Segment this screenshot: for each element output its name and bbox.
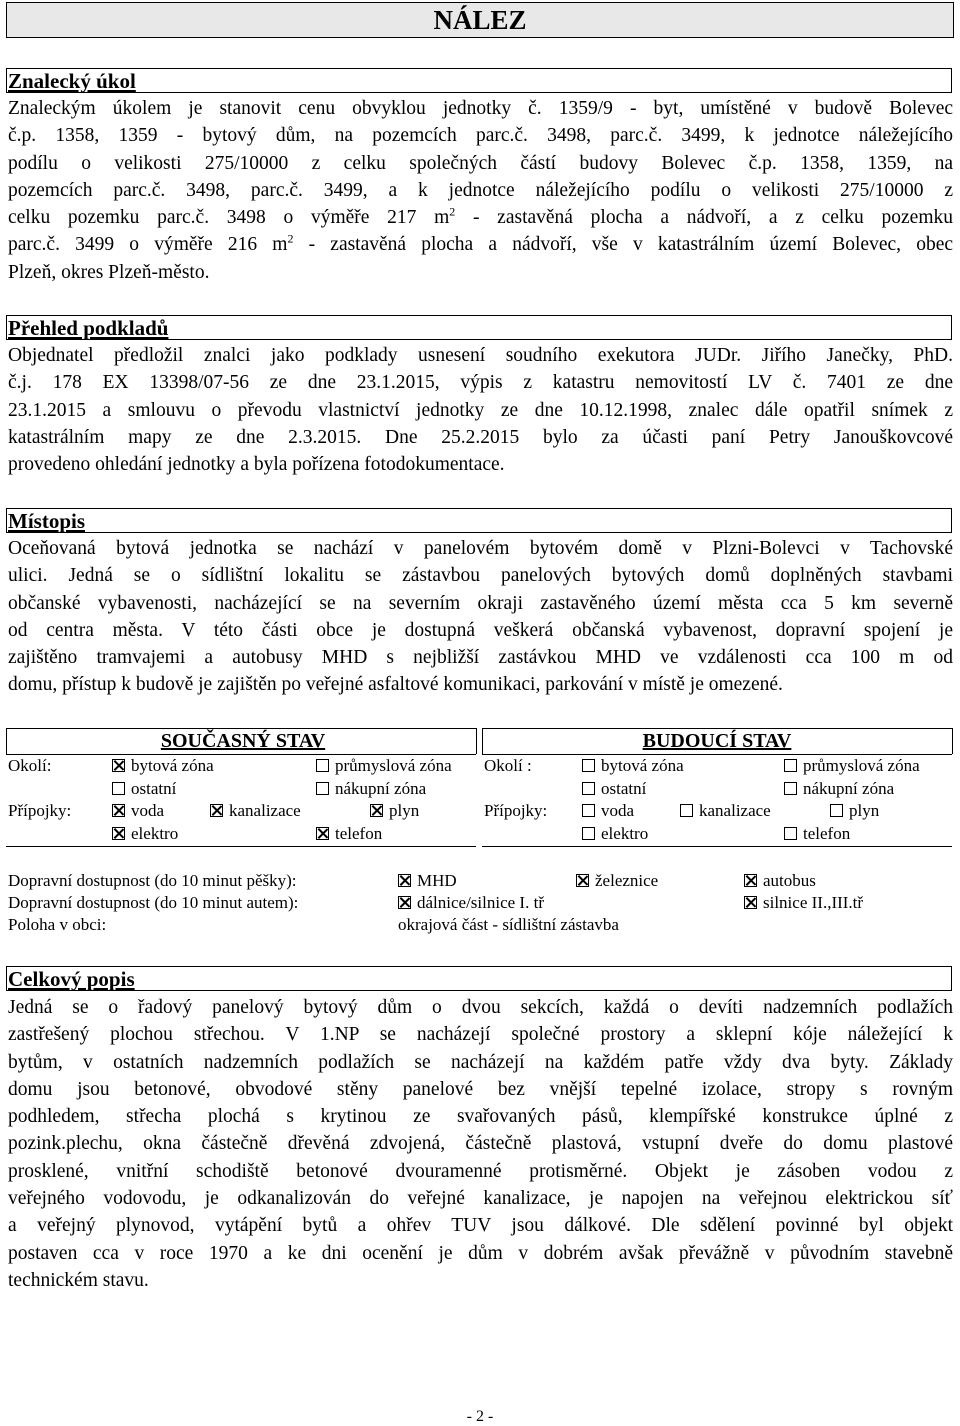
text-line: 23.1.2015 a smlouvu o převodu vlastnictví jednotky ze dne 10.12.1998, znalec dále opatřil snímek z — [8, 399, 953, 421]
table-border — [6, 754, 476, 755]
text-line: pozemcích parc.č. 3498, parc.č. 3499, a k jednotce náležejícího podílu o velikosti 275/10000 z — [8, 179, 953, 201]
text-line: Jedná se o řadový panelový bytový dům o dvou sekcích, každá o devíti nadzemních podlažích — [8, 997, 953, 1018]
text-line: Plzeň, okres Plzeň-město. — [8, 261, 210, 283]
text-line: domu, přístup k budově je zajištěn po veřejné asfaltové komunikaci, parkování v místě je omezené. — [8, 674, 783, 696]
section-heading-mistopis: Místopis — [6, 508, 952, 533]
text-line: postaven cca v roce 1970 a ke dni ocenění je dům v dobrém avšak převážně v původním stavebně — [8, 1242, 953, 1264]
text-line: od centra města. V této části obce je dostupná veškerá občanská vybavenost, dopravní spojení je — [8, 619, 953, 641]
okoli-label: Okolí: — [8, 756, 52, 775]
checkbox-checked-icon — [316, 827, 329, 840]
text-line: ulici. Jedná se o sídlištní lokalitu se zástavbou panelových bytových domů doplněných stavbami — [8, 565, 953, 587]
checkbox-checked-icon — [398, 896, 411, 909]
checkbox-telefon[interactable]: telefon — [784, 824, 850, 844]
checkbox-empty-icon — [784, 827, 797, 840]
checkbox-telefon[interactable]: telefon — [316, 824, 382, 844]
text-line: celku pozemku parc.č. 3498 o výměře 217 $m^2$ - zastavěná plocha a nádvoří, a z celku pozemku — [8, 204, 953, 229]
checkbox-plyn[interactable]: plyn — [830, 801, 879, 821]
checkbox-ostatni[interactable]: ostatní — [112, 779, 176, 799]
checkbox-checked-icon — [112, 804, 125, 817]
table-border — [6, 846, 476, 847]
checkbox-elektro[interactable]: elektro — [582, 824, 648, 844]
table-border — [482, 728, 952, 729]
text-line: č.j. 178 EX 13398/07-56 ze dne 23.1.2015, výpis z katastru nemovitostí LV č. 7401 ze dne — [8, 372, 953, 394]
checkbox-prumyslova-zona[interactable]: průmyslová zóna — [316, 756, 452, 776]
position-value: okrajová část - sídlištní zástavba — [398, 915, 619, 934]
checkbox-ostatni[interactable]: ostatní — [582, 779, 646, 799]
text-line: provedeno ohledání jednotky a byla pořízena fotodokumentace. — [8, 454, 505, 476]
okoli-label: Okolí : — [484, 756, 532, 775]
future-state-heading: BUDOUCÍ STAV — [642, 730, 792, 752]
text-line: pozink.plechu, okna částečně dřevěná zdvojená, částečně plastová, vstupní dveře do domu plastové — [8, 1133, 953, 1155]
car-access-label: Dopravní dostupnost (do 10 minut autem): — [8, 893, 299, 912]
checkbox-dalnice[interactable]: dálnice/silnice I. tř — [398, 893, 544, 913]
table-border — [482, 846, 952, 847]
text-line: podhledem, střecha plochá s krytinou ze svařovaných pásů, klempířské konstrukce úplné z — [8, 1106, 953, 1128]
checkbox-voda[interactable]: voda — [112, 801, 164, 821]
checkbox-silnice[interactable]: silnice II.,III.tř — [744, 893, 863, 913]
text-line: zastřešený plochou střechou. V 1.NP se nacházejí společné prostory a sklepní kóje náležející k — [8, 1024, 953, 1046]
page-title: NÁLEZ — [6, 2, 954, 38]
table-border — [482, 754, 952, 755]
text-line: Znaleckým úkolem je stanovit cenu obvyklou jednotky č. 1359/9 - byt, umístěné v budově Bolevec — [8, 98, 953, 119]
checkbox-zeleznice[interactable]: železnice — [576, 871, 658, 891]
checkbox-voda[interactable]: voda — [582, 801, 634, 821]
text-line: Objednatel předložil znalci jako podklady usnesení soudního exekutora JUDr. Jiřího Janečky, PhD. — [8, 345, 953, 366]
checkbox-mhd[interactable]: MHD — [398, 871, 457, 891]
checkbox-bytova-zona[interactable]: bytová zóna — [112, 756, 214, 776]
text-line: zajištěno tramvajemi a autobusy MHD s nejbližší zastávkou MHD ve vzdálenosti cca 100 m od — [8, 647, 953, 669]
text-line: veřejného vodovodu, je odkanalizován do veřejné kanalizace, je napojen na veřejnou elektrickou síť — [8, 1188, 953, 1210]
checkbox-empty-icon — [784, 759, 797, 772]
pripojky-label: Přípojky: — [8, 801, 72, 820]
pripojky-label: Přípojky: — [484, 801, 548, 820]
current-state-heading: SOUČASNÝ STAV — [160, 730, 326, 752]
checkbox-checked-icon — [744, 896, 757, 909]
checkbox-empty-icon — [582, 804, 595, 817]
checkbox-bytova-zona[interactable]: bytová zóna — [582, 756, 684, 776]
checkbox-checked-icon — [112, 759, 125, 772]
checkbox-empty-icon — [582, 782, 595, 795]
table-border — [952, 728, 953, 754]
checkbox-checked-icon — [744, 874, 757, 887]
position-label: Poloha v obci: — [8, 915, 107, 934]
checkbox-checked-icon — [210, 804, 223, 817]
checkbox-nakupni-zona[interactable]: nákupní zóna — [784, 779, 894, 799]
section-heading-popis: Celkový popis — [6, 966, 952, 991]
walk-access-label: Dopravní dostupnost (do 10 minut pěšky): — [8, 871, 297, 890]
text-line: prosklené, vnitřní schodiště betonové dvouramenné protisměrné. Objekt je zásoben vodou z — [8, 1160, 953, 1182]
text-line: technickém stavu. — [8, 1269, 149, 1291]
paragraph-mistopis — [8, 535, 953, 699]
paragraph-podklady — [8, 342, 953, 478]
checkbox-kanalizace[interactable]: kanalizace — [680, 801, 771, 821]
checkbox-empty-icon — [582, 827, 595, 840]
checkbox-checked-icon — [112, 827, 125, 840]
paragraph-ukol — [8, 95, 953, 286]
text-line: občanské vybavenosti, nacházející se na severním okraji zastavěného území města cca 5 km severně — [8, 592, 953, 614]
text-line: parc.č. 3499 o výměře 216 $m^2$ - zastavěná plocha a nádvoří, vše v katastrálním území Bolevec, obec — [8, 231, 953, 256]
checkbox-kanalizace[interactable]: kanalizace — [210, 801, 301, 821]
text-line: katastrálním mapy ze dne 2.3.2015. Dne 25.2.2015 bylo za účasti paní Petry Janouškovcové — [8, 426, 953, 448]
checkbox-checked-icon — [576, 874, 589, 887]
checkbox-empty-icon — [582, 759, 595, 772]
checkbox-elektro[interactable]: elektro — [112, 824, 178, 844]
text-line: bytům, v ostatních nadzemních podlažích se nacházejí na každém patře vždy dva byty. Základy — [8, 1051, 953, 1073]
section-heading-podklady: Přehled podkladů — [6, 315, 952, 340]
paragraph-popis — [8, 994, 953, 1294]
table-border — [6, 728, 476, 729]
checkbox-empty-icon — [784, 782, 797, 795]
checkbox-prumyslova-zona[interactable]: průmyslová zóna — [784, 756, 920, 776]
checkbox-autobus[interactable]: autobus — [744, 871, 816, 891]
page-number: - 2 - — [466, 1408, 494, 1425]
checkbox-empty-icon — [112, 782, 125, 795]
checkbox-empty-icon — [680, 804, 693, 817]
checkbox-nakupni-zona[interactable]: nákupní zóna — [316, 779, 426, 799]
text-line: č.p. 1358, 1359 - bytový dům, na pozemcích parc.č. 3498, parc.č. 3499, k jednotce náležejícího — [8, 125, 953, 147]
text-line: podílu o velikosti 275/10000 z celku společných částí budovy Bolevec č.p. 1358, 1359, na — [8, 152, 953, 174]
text-line: domu jsou betonové, obvodové stěny panelové bez vnější tepelné izolace, stropy s rovným — [8, 1078, 953, 1100]
checkbox-empty-icon — [830, 804, 843, 817]
checkbox-empty-icon — [316, 759, 329, 772]
checkbox-plyn[interactable]: plyn — [370, 801, 419, 821]
checkbox-checked-icon — [398, 874, 411, 887]
section-heading-ukol: Znalecký úkol — [6, 68, 952, 93]
checkbox-checked-icon — [370, 804, 383, 817]
checkbox-empty-icon — [316, 782, 329, 795]
text-line: Oceňovaná bytová jednotka se nachází v panelovém bytovém domě v Plzni-Bolevci v Tachovské — [8, 538, 953, 559]
text-line: a veřejný plynovod, vytápění bytů a ohřev TUV jsou dálkové. Dle sdělení povinné byl objekt — [8, 1215, 953, 1237]
